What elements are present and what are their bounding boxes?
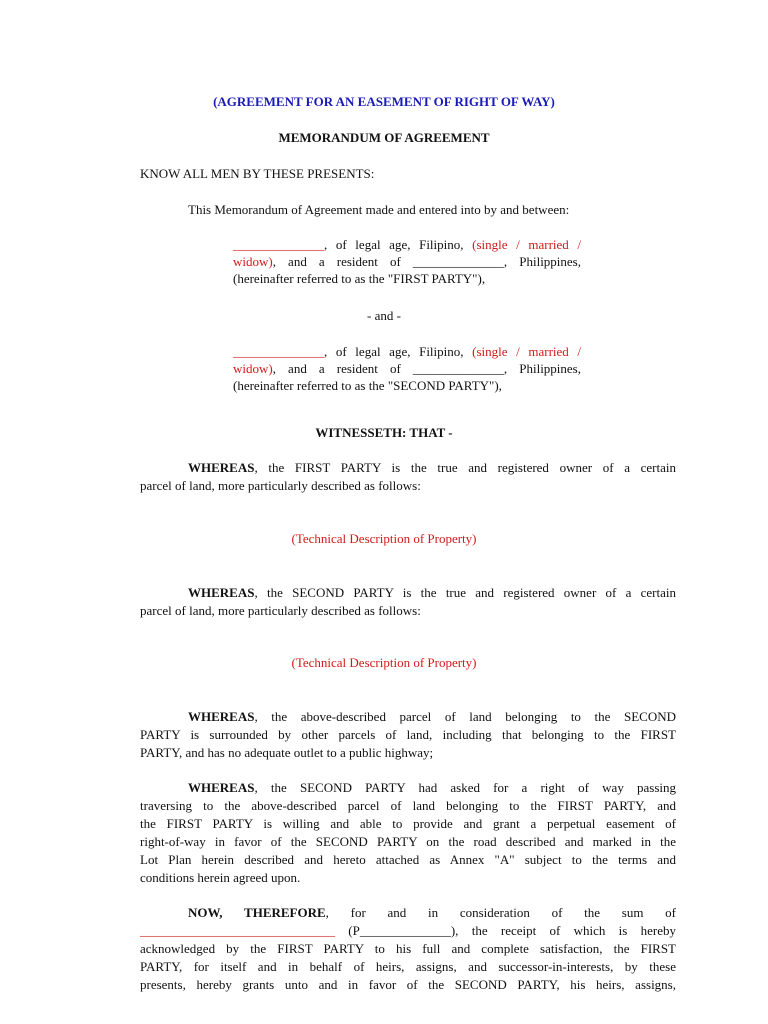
whereas-3: WHEREAS, the above-described parcel of land belonging to the SECOND PARTY is surrounded by other parcels of land, including that belonging to the FIRST PARTY, and has no adequate outlet to a public highway;	[140, 709, 676, 760]
second-party-block	[233, 343, 581, 394]
first-party-ref: (hereinafter referred to as the "FIRST PARTY"),	[233, 271, 486, 286]
first-party-residence-blank: ______________	[412, 254, 504, 269]
first-party-line-2: widow), and a resident of ______________, Philippines,	[233, 254, 581, 269]
first-party-status: (single / married /	[472, 237, 582, 252]
document-heading: MEMORANDUM OF AGREEMENT	[278, 130, 490, 145]
second-party-line-2: widow), and a resident of ______________, Philippines,	[233, 361, 581, 376]
whereas-4: WHEREAS, the SECOND PARTY had asked for a right of way passing traversing to the above-described parcel of land belonging to the FIRST PARTY, and the FIRST PARTY is willing and able to provide and grant a perpetual easement of right-of-way in favor of the SECOND PARTY on the road described and marked in the Lot Plan herein described and hereto attached as Annex "A" subject to the terms and conditions herein agreed upon.	[140, 780, 676, 885]
second-party-ref: (hereinafter referred to as the "SECOND PARTY"),	[233, 378, 502, 393]
intro-text: This Memorandum of Agreement made and entered into by and between:	[188, 202, 570, 217]
second-party-line-1: ______________, of legal age, Filipino, (single / married /	[233, 344, 582, 359]
know-all-men: KNOW ALL MEN BY THESE PRESENTS:	[140, 166, 375, 181]
whereas-2: WHEREAS, the SECOND PARTY is the true and registered owner of a certain parcel of land, more particularly described as follows:	[140, 585, 676, 618]
first-party-line-1: ______________, of legal age, Filipino, (single / married /	[233, 237, 582, 252]
consideration-peso-blank: ______________	[359, 923, 451, 938]
first-party-name-blank: ______________	[233, 237, 324, 252]
document-title: (AGREEMENT FOR AN EASEMENT OF RIGHT OF WAY)	[213, 94, 555, 109]
second-party-name-blank: ______________	[233, 344, 324, 359]
whereas-1: WHEREAS, the FIRST PARTY is the true and registered owner of a certain parcel of land, more particularly described as follows:	[140, 460, 676, 493]
consideration-amount-blank: ______________________________	[140, 923, 335, 938]
now-therefore: NOW, THEREFORE, for and in consideration of the sum of ______________________________ (P______________), the receipt of which is hereby acknowledged by the FIRST PARTY to his full and complete satisfaction, the FIRST PARTY, for itself and in behalf of heirs, assigns, and successor-in-interests, by these presents, hereby grants unto and in favor of the SECOND PARTY, his heirs, assigns,	[140, 905, 676, 992]
and-separator: - and -	[367, 308, 401, 323]
first-party-block	[233, 236, 581, 287]
second-party-status: (single / married /	[472, 344, 582, 359]
second-party-residence-blank: ______________	[412, 361, 504, 376]
witnesseth-heading: WITNESSETH: THAT -	[315, 425, 453, 440]
technical-description-1: (Technical Description of Property)	[291, 531, 477, 546]
technical-description-2: (Technical Description of Property)	[291, 655, 477, 670]
